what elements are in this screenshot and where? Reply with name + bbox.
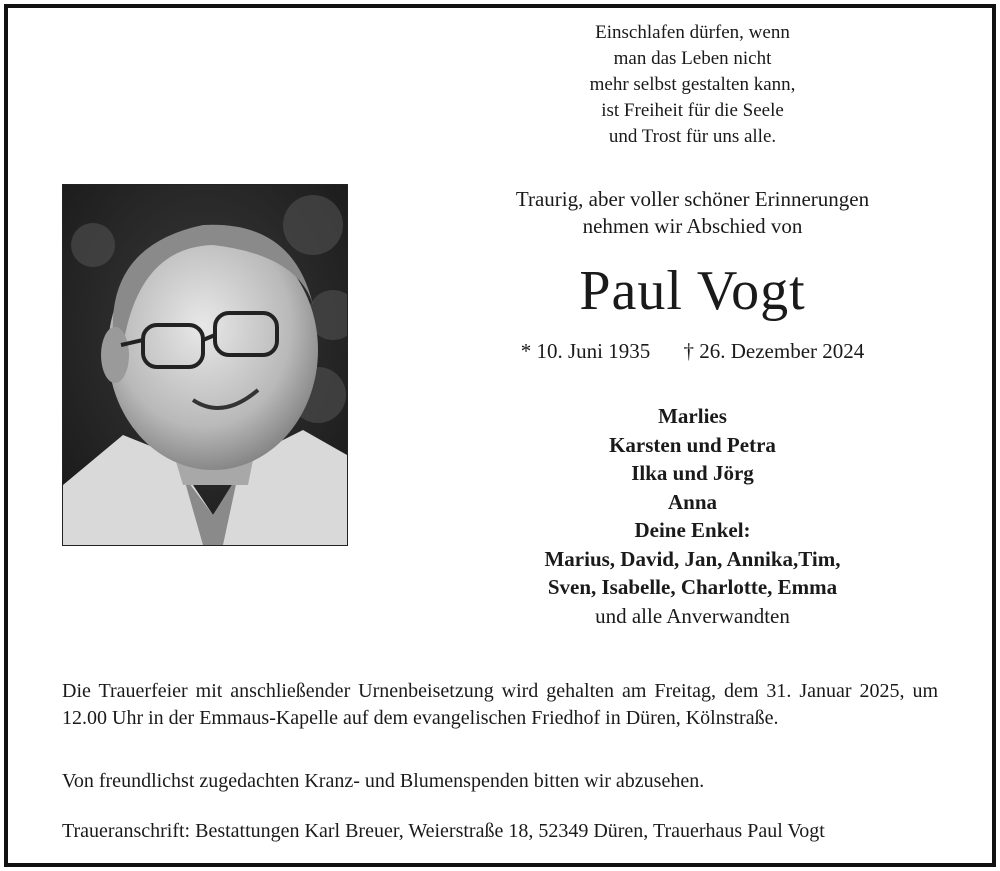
family-member: Karsten und Petra: [609, 432, 776, 457]
family-list: [470, 402, 915, 630]
birth-date: * 10. Juni 1935: [520, 339, 651, 363]
poem-line: man das Leben nicht: [613, 48, 772, 69]
funeral-notice: [62, 678, 938, 732]
portrait-image: [63, 185, 347, 545]
family-member: Ilka und Jörg: [631, 461, 754, 485]
intro-line: Traurig, aber voller schöner Erinnerungen: [515, 187, 870, 211]
intro-text: [470, 186, 915, 240]
poem: [520, 20, 865, 150]
funeral-notice-text: Die Trauerfeier mit anschließender Urnenbeisetzung wird gehalten am Freitag, dem 31. Januar 2025, um 12.00 Uhr in der Emmaus-Kapelle auf dem evangelischen Friedhof in Düren, Kölnstraße.: [62, 680, 938, 729]
flowers-notice: Von freundlichst zugedachten Kranz- und Blumenspenden bitten wir abzusehen.: [62, 770, 705, 792]
mourning-address: Traueranschrift: Bestattungen Karl Breuer, Weierstraße 18, 52349 Düren, Trauerhaus Paul Vogt: [62, 820, 825, 842]
poem-line: ist Freiheit für die Seele: [601, 100, 784, 121]
grandchildren-heading: Deine Enkel:: [634, 518, 751, 542]
family-member: Marlies: [658, 404, 727, 428]
life-dates: [470, 337, 915, 365]
grandchildren-names: Sven, Isabelle, Charlotte, Emma: [547, 575, 838, 599]
relatives-line: und alle Anverwandten: [595, 603, 790, 628]
portrait-photo: [62, 184, 348, 546]
family-member: Anna: [667, 489, 718, 514]
intro-line: nehmen wir Abschied von: [582, 214, 803, 238]
deceased-name: Paul Vogt: [579, 260, 806, 322]
death-date: † 26. Dezember 2024: [683, 339, 865, 363]
poem-line: und Trost für uns alle.: [608, 126, 777, 147]
poem-line: Einschlafen dürfen, wenn: [595, 22, 790, 43]
grandchildren-names: Marius, David, Jan, Annika,Tim,: [544, 546, 841, 571]
poem-line: mehr selbst gestalten kann,: [589, 74, 796, 95]
